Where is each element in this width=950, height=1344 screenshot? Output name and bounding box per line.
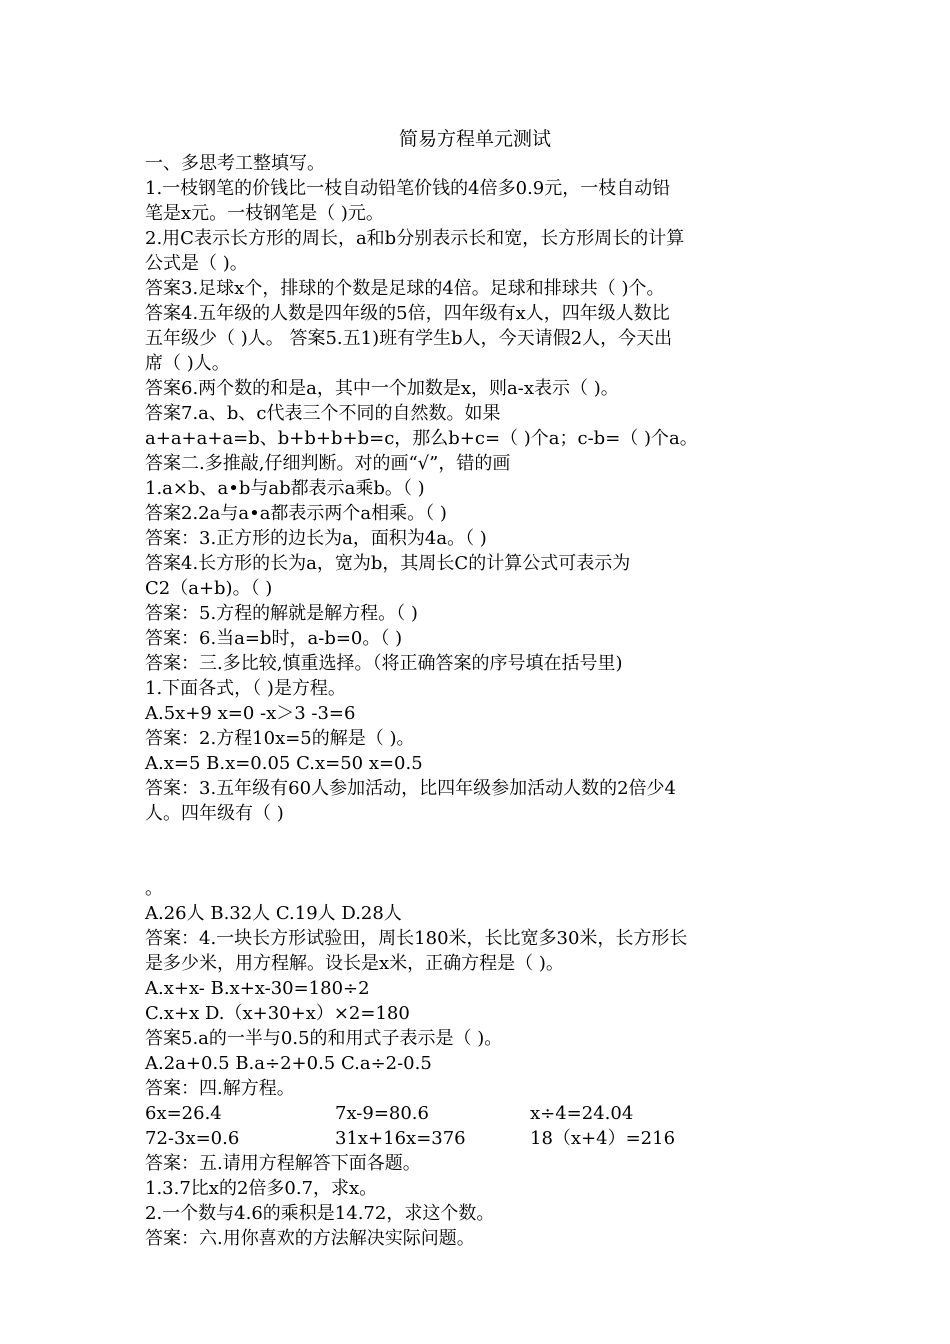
text-line: A.26人 B.32人 C.19人 D.28人 bbox=[145, 903, 402, 924]
equation-row bbox=[145, 1126, 815, 1151]
text-line: 答案2.2a与a•a都表示两个a相乘。（ ) bbox=[145, 503, 447, 524]
blank-line-2 bbox=[145, 851, 815, 876]
text-line: C2（a+b)。（ ) bbox=[145, 578, 273, 599]
text-line: a+a+a+a=b、b+b+b+b=c，那么b+c=（ )个a；c-b=（ )个a。 bbox=[145, 428, 698, 449]
text-line: 答案6.两个数的和是a，其中一个加数是x，则a-x表示（ )。 bbox=[145, 378, 619, 399]
text-line: 答案4.五年级的人数是四年级的5倍，四年级有x人，四年级人数比 bbox=[145, 303, 670, 324]
text-line: 2.用C表示长方形的周长，a和b分别表示长和宽，长方形周长的计算 bbox=[145, 228, 685, 249]
text-line: 一、多思考工整填写。 bbox=[145, 153, 325, 174]
equation-grid bbox=[145, 1101, 815, 1151]
text-line: 答案：五.请用方程解答下面各题。 bbox=[145, 1153, 421, 1174]
text-line: 答案：6.当a=b时，a-b=0。（ ) bbox=[145, 628, 403, 649]
text-line: 答案：四.解方程。 bbox=[145, 1078, 295, 1099]
text-line: 答案5.a的一半与0.5的和用式子表示是（ )。 bbox=[145, 1028, 503, 1049]
text-line: 五年级少（ )人。 答案5.五1)班有学生b人，今天请假2人，今天出 bbox=[145, 328, 673, 349]
text-line: 答案3.足球x个，排球的个数是足球的4倍。足球和排球共（ )个。 bbox=[145, 278, 665, 299]
text-line: 答案：5.方程的解就是解方程。（ ) bbox=[145, 603, 418, 624]
text-line: 答案4.长方形的长为a，宽为b，其周长C的计算公式可表示为 bbox=[145, 553, 631, 574]
text-line: 答案：三.多比较,慎重选择。（将正确答案的序号填在括号里) bbox=[145, 653, 623, 674]
text-line: A.x+x- B.x+x-30=180÷2 bbox=[145, 978, 370, 999]
text-line: 席（ )人。 bbox=[145, 353, 230, 374]
text-line: 1.3.7比x的2倍多0.7，求x。 bbox=[145, 1178, 378, 1199]
text-line: 1.一枝钢笔的价钱比一枝自动铅笔价钱的4倍多0.9元，一枝自动铅 bbox=[145, 178, 671, 199]
text-line: 答案：2.方程10x=5的解是（ )。 bbox=[145, 728, 415, 749]
text-line: 答案：4.一块长方形试验田，周长180米，长比宽多30米，长方形长 bbox=[145, 928, 688, 949]
text-line: 答案：3.正方形的边长为a，面积为4a。（ ) bbox=[145, 528, 487, 549]
text-line: 笔是x元。一枝钢笔是（ )元。 bbox=[145, 203, 384, 224]
text-line: A.5x+9 x=0 -x＞3 -3=6 bbox=[145, 703, 356, 724]
section-fill-judge-choice bbox=[145, 151, 815, 826]
text-line: 公式是（ )。 bbox=[145, 253, 248, 274]
text-line: 2.一个数与4.6的乘积是14.72，求这个数。 bbox=[145, 1203, 495, 1224]
equation-row bbox=[145, 1101, 815, 1126]
text-line: 答案：3.五年级有60人参加活动，比四年级参加活动人数的2倍少4 bbox=[145, 778, 676, 799]
blank-line-1 bbox=[145, 826, 815, 851]
section-choice-continued bbox=[145, 876, 815, 1101]
text-line: 答案7.a、b、c代表三个不同的自然数。如果 bbox=[145, 403, 501, 424]
text-line: 答案：六.用你喜欢的方法解决实际问题。 bbox=[145, 1228, 475, 1249]
text-line: A.2a+0.5 B.a÷2+0.5 C.a÷2-0.5 bbox=[145, 1053, 432, 1074]
text-line: C.x+x D.（x+30+x）×2=180 bbox=[145, 1003, 410, 1024]
equation-item: 31x+16x=376 bbox=[335, 1128, 466, 1149]
document-title: 简易方程单元测试 bbox=[398, 128, 551, 150]
text-line: A.x=5 B.x=0.05 C.x=50 x=0.5 bbox=[145, 753, 423, 774]
text-line: 人。四年级有（ ) bbox=[145, 803, 284, 824]
equation-item: 7x-9=80.6 bbox=[335, 1103, 429, 1124]
equation-item: 6x=26.4 bbox=[145, 1103, 222, 1124]
text-line: 答案二.多推敲,仔细判断。对的画“√”，错的画 bbox=[145, 453, 511, 474]
equation-item: 72-3x=0.6 bbox=[145, 1128, 240, 1149]
equation-item: x÷4=24.04 bbox=[530, 1103, 634, 1124]
equation-item: 18（x+4）=216 bbox=[530, 1128, 676, 1149]
text-line: 1.a×b、a•b与ab都表示a乘b。（ ) bbox=[145, 478, 425, 499]
text-line: 1.下面各式，（ )是方程。 bbox=[145, 678, 346, 699]
section-word-problems bbox=[145, 1151, 815, 1251]
document-body bbox=[145, 151, 815, 1251]
text-line: 。 bbox=[145, 878, 163, 899]
text-line: 是多少米，用方程解。设长是x米，正确方程是（ )。 bbox=[145, 953, 564, 974]
